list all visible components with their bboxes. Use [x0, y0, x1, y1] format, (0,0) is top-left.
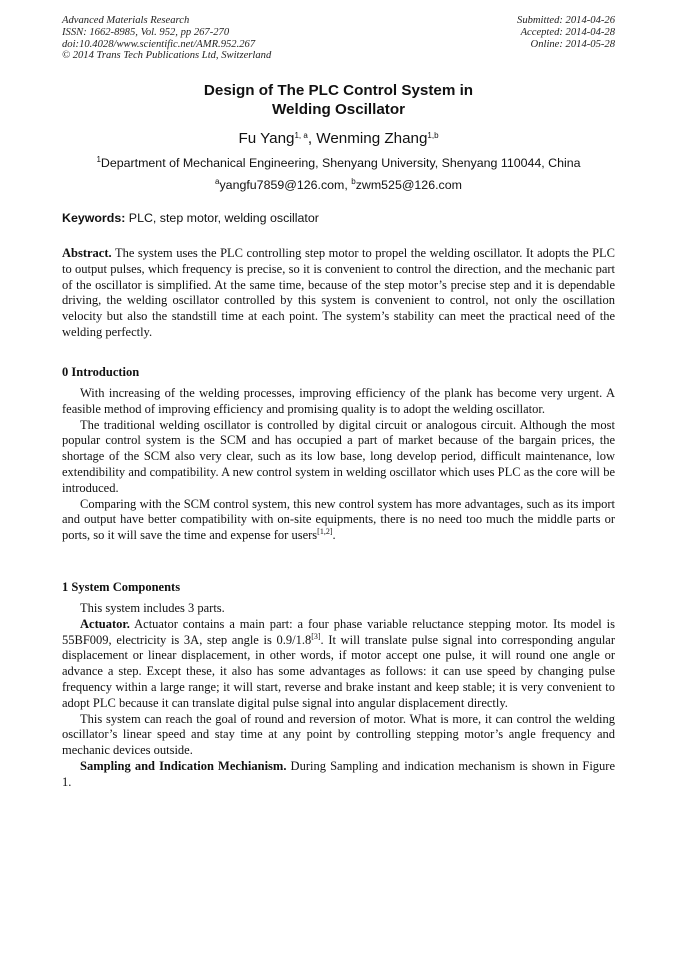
intro-paragraph-3	[62, 497, 615, 544]
introduction-body	[62, 386, 615, 544]
accepted-date: Accepted: 2014-04-28	[520, 26, 615, 38]
paper-title	[62, 82, 615, 119]
affiliation	[62, 156, 615, 171]
journal-copyright: © 2014 Trans Tech Publications Ltd, Switzerland	[62, 50, 272, 62]
sampling-label: Sampling and Indication Mechianism.	[80, 758, 287, 773]
abstract-label: Abstract.	[62, 246, 112, 260]
journal-issn: ISSN: 1662-8985, Vol. 952, pp 267-270	[62, 26, 230, 38]
section-heading-system-components: 1 System Components	[62, 580, 181, 594]
intro-paragraph-3-text: Comparing with the SCM control system, this new control system has more advantages, such as its import and output have better compatibility with on-site equipments, there is no need too much the middle parts or ports, so it will save the time and expense for users	[62, 496, 615, 543]
title-line-2: Welding Oscillator	[271, 100, 406, 118]
online-date: Online: 2014-05-28	[530, 38, 615, 50]
intro-paragraph-2: The traditional welding oscillator is controlled by digital circuit or analogous circuit. Although the most popular control system is the SCM and has occupied a part of market because of the bargain prices, the shortage of the SCM also very clear, such as its low base, long develop period, difficult maintenance, low extendibility and compatibility. A new control system in welding oscillator which uses PLC as the core will be introduced.	[62, 417, 615, 495]
title-line-1: Design of The PLC Control System in	[203, 82, 474, 99]
abstract-text: The system uses the PLC controlling step motor to propel the welding oscillator. It adopts the PLC to output pulses, which frequency is precise, so it is convenient to control the direction, and the mechanic part of the oscillator is simplified. At the same time, because of the step motor’s precise step and it is dependable driving, the welding oscillator controlled by this system is convenient to control, not only the oscillation velocity but also the standstill time at each point. The system’s stability can meet the practical need of the welding perfectly.	[62, 246, 615, 339]
email-b-mark: b	[351, 177, 356, 186]
journal-info	[62, 15, 271, 62]
author-1: Fu Yang	[238, 130, 295, 147]
publication-dates	[517, 15, 615, 50]
intro-paragraph-1: With increasing of the welding processes, improving efficiency of the plank has become very urgent. A feasible method of improving efficiency and promising quality is to adopt the welding oscillator.	[62, 386, 615, 416]
abstract	[62, 246, 615, 341]
keywords-text: PLC, step motor, welding oscillator	[125, 211, 319, 225]
journal-doi: doi:10.4028/www.scientific.net/AMR.952.267	[62, 38, 256, 50]
affiliation-text: Department of Mechanical Engineering, Shenyang University, Shenyang 110044, China	[100, 156, 581, 170]
actuator-label: Actuator.	[80, 616, 130, 631]
intro-paragraph-3-end: .	[332, 528, 336, 543]
actuator-text: Actuator contains a main part: a four phase variable reluctance stepping motor. Its model is 55BF009, electricity is 3A, step angle is 0.9/1.8	[62, 616, 615, 647]
author-separator: ,	[307, 130, 317, 147]
author-2-affiliation-mark: 1,b	[427, 131, 439, 140]
citation-3: [3]	[311, 631, 321, 641]
email-a[interactable]: yangfu7859@126.com,	[219, 178, 352, 192]
syscomp-paragraph-sampling	[62, 759, 615, 791]
system-components-body	[62, 601, 615, 791]
syscomp-paragraph-actuator	[62, 617, 615, 712]
syscomp-paragraph-3: This system can reach the goal of round and reversion of motor. What is more, it can control the welding oscillator’s linear speed and stay time at any point by controlling stepping motor’s angle frequency and mechanic devices outside.	[62, 711, 615, 758]
author-1-affiliation-mark: 1, a	[294, 131, 308, 140]
syscomp-paragraph-1: This system includes 3 parts.	[80, 601, 225, 615]
journal-name: Advanced Materials Research	[62, 15, 190, 26]
citation-1-2: [1,2]	[317, 527, 333, 537]
actuator-text-rest: . It will translate pulse signal into corresponding angular displacement or linear displacement, in other words, if motor accept one pulse, it will round one angle or advance a step. Except these, it also has some advantages as follows: it can use speed by changing pulse frequency within a large range; it will start, reverse and brake instant and keep stable; it is very convenient to adopt PLC because it can translate digital pulse signal into angular displacement directly.	[62, 632, 615, 710]
email-a-mark: a	[215, 177, 220, 186]
affiliation-mark: 1	[96, 155, 101, 164]
author-emails	[62, 178, 615, 193]
email-b[interactable]: zwm525@126.com	[355, 178, 462, 192]
sampling-text: During Sampling and indication mechanism is shown in Figure 1.	[62, 758, 615, 789]
author-list	[62, 129, 615, 149]
keywords	[62, 211, 615, 226]
submitted-date: Submitted: 2014-04-26	[517, 15, 615, 26]
section-heading-introduction: 0 Introduction	[62, 365, 140, 379]
keywords-label: Keywords:	[62, 211, 126, 225]
author-2: Wenming Zhang	[316, 130, 428, 147]
